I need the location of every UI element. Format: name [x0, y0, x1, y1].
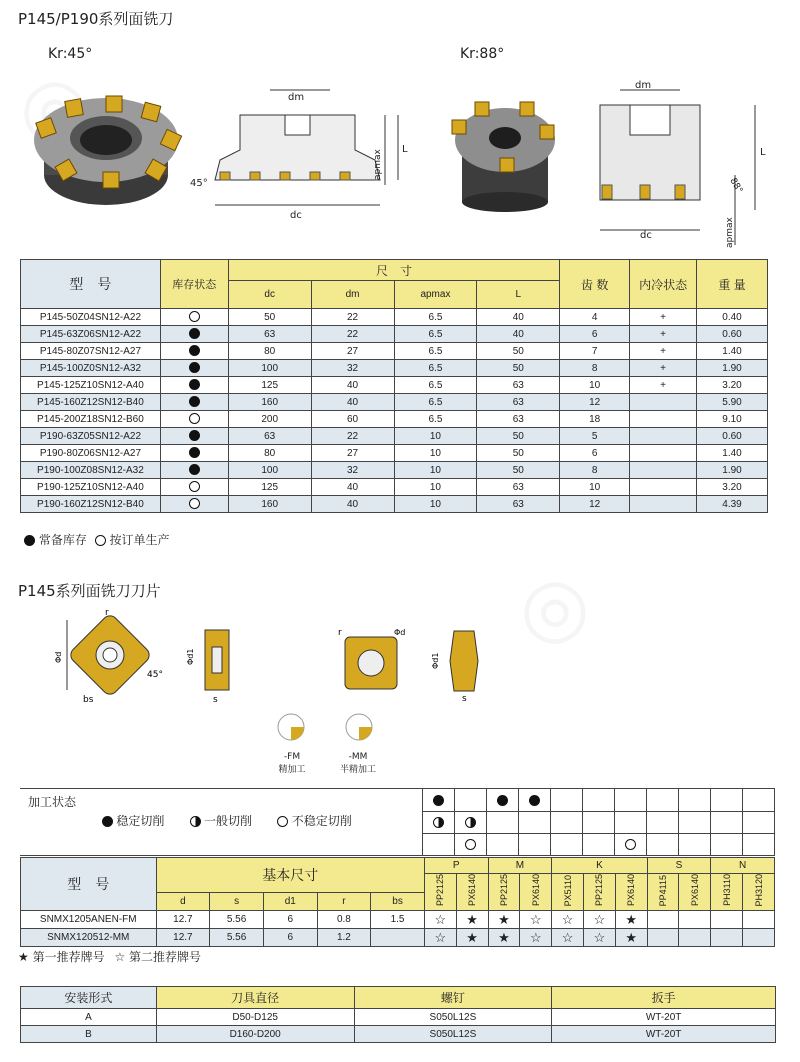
- empty-grade-cell: [711, 910, 743, 928]
- first-rec-icon: ★: [456, 928, 488, 946]
- cutter-row: [21, 326, 768, 343]
- second-rec-icon: ☆: [520, 928, 552, 946]
- dim-angle45: 45°: [190, 178, 208, 189]
- cell-dc: 50: [228, 309, 311, 326]
- empty-grade-cell: [679, 910, 711, 928]
- label-d-mm: Φd: [394, 628, 406, 637]
- cutter-88-image: [440, 80, 570, 215]
- header-dc: dc: [228, 281, 311, 309]
- stock-full-icon: [189, 464, 200, 475]
- cell-dc: 63: [228, 326, 311, 343]
- stock-full-icon: [189, 430, 200, 441]
- cell-dm: 40: [311, 394, 394, 411]
- dim-dc: dc: [290, 210, 302, 221]
- cell-stock: [160, 479, 228, 496]
- grade-label: PP2125: [498, 874, 509, 907]
- header-cooling: 内冷状态: [630, 260, 697, 309]
- second-rec-icon: ☆: [552, 910, 584, 928]
- dim-angle88: 88°: [727, 176, 745, 196]
- cell-d: 12.7: [156, 910, 210, 928]
- cell-apmax: 10: [394, 496, 477, 513]
- dim-dc-88: dc: [640, 230, 652, 241]
- grade-header: [520, 874, 552, 911]
- cell-weight: 3.20: [697, 377, 768, 394]
- cell-dia: D160-D200: [156, 1026, 354, 1043]
- mm-name: 半精加工: [339, 765, 376, 775]
- cell-type: B: [21, 1026, 157, 1043]
- second-rec-icon: ☆: [552, 928, 584, 946]
- cell-dc: 80: [228, 445, 311, 462]
- second-rec-icon: ☆: [114, 950, 126, 964]
- general-icon: [190, 816, 201, 827]
- cell-L: 40: [477, 309, 560, 326]
- insert-spec-table: [20, 857, 775, 947]
- first-rec-icon: ★: [456, 910, 488, 928]
- cell-cooling: +: [630, 377, 697, 394]
- cell-L: 40: [477, 326, 560, 343]
- stock-legend: [24, 531, 170, 548]
- cell-apmax: 6.5: [394, 309, 477, 326]
- cell-r: 1.2: [317, 928, 371, 946]
- cell-L: 63: [477, 377, 560, 394]
- group-P: P: [424, 858, 488, 874]
- cutter-section-title: P145/P190系列面铣刀: [18, 10, 174, 28]
- first-rec-text: 第一推荐牌号: [32, 950, 105, 964]
- cell-dm: 22: [311, 326, 394, 343]
- cell-model: P190-160Z12SN12-B40: [21, 496, 161, 513]
- label-s-mm: s: [462, 694, 467, 704]
- stock-full-icon: [189, 345, 200, 356]
- cell-teeth: 4: [560, 309, 630, 326]
- grade-header: [743, 874, 775, 911]
- label-r: r: [105, 608, 109, 618]
- stock-full-icon: [189, 362, 200, 373]
- cell-apmax: 6.5: [394, 377, 477, 394]
- cell-model: P190-125Z10SN12-A40: [21, 479, 161, 496]
- label-r-mm: r: [338, 628, 342, 638]
- cond-mark: [497, 795, 508, 806]
- dim-L: L: [402, 144, 408, 155]
- label-s: s: [213, 695, 218, 705]
- cell-model: P145-160Z12SN12-B40: [21, 394, 161, 411]
- cell-dc: 100: [228, 462, 311, 479]
- unstable-text: 不稳定切削: [291, 814, 352, 828]
- header-weight: 重 量: [697, 260, 768, 309]
- grade-label: PX5110: [562, 874, 573, 906]
- mounting-table: [20, 986, 776, 1043]
- cell-weight: 3.20: [697, 479, 768, 496]
- first-rec-icon: ★: [18, 950, 29, 964]
- cell-screw: S050L12S: [354, 1026, 552, 1043]
- empty-grade-cell: [679, 928, 711, 946]
- cell-apmax: 10: [394, 479, 477, 496]
- cutter-row: [21, 479, 768, 496]
- cutter-row: [21, 462, 768, 479]
- cell-stock: [160, 309, 228, 326]
- empty-grade-cell: [743, 928, 775, 946]
- cell-model: P145-100Z0SN12-A32: [21, 360, 161, 377]
- col-d1: d1: [263, 893, 317, 910]
- label-bs: bs: [83, 695, 94, 705]
- cell-dm: 40: [311, 479, 394, 496]
- mm-code: -MM: [348, 752, 368, 762]
- grade-label: PP2125: [435, 874, 446, 907]
- cell-cooling: +: [630, 309, 697, 326]
- cutter-row: [21, 343, 768, 360]
- insert-mm-side-view: [430, 625, 500, 705]
- cell-dm: 32: [311, 360, 394, 377]
- cell-cooling: [630, 411, 697, 428]
- grade-header: [552, 874, 584, 911]
- cell-stock: [160, 360, 228, 377]
- grade-header: [711, 874, 743, 911]
- insert-row: [21, 928, 775, 946]
- header-teeth: 齿 数: [560, 260, 630, 309]
- group-M: M: [488, 858, 552, 874]
- cell-dm: 60: [311, 411, 394, 428]
- second-rec-icon: ☆: [424, 928, 456, 946]
- insert-header-basic: 基本尺寸: [156, 858, 424, 893]
- kr45-label: Kr:45°: [48, 46, 93, 62]
- cell-bs: [371, 928, 425, 946]
- cond-mark: [433, 817, 444, 828]
- second-rec-icon: ☆: [424, 910, 456, 928]
- cell-r: 0.8: [317, 910, 371, 928]
- kr88-label: Kr:88°: [460, 46, 505, 62]
- mount-header-wrench: 扳手: [552, 987, 776, 1009]
- label-d: Φd: [54, 651, 63, 663]
- dim-apmax-88: apmax: [725, 217, 735, 248]
- cell-L: 63: [477, 479, 560, 496]
- grade-label: PH3120: [753, 874, 764, 907]
- grade-label: PX6140: [467, 874, 478, 907]
- stock-full-icon: [189, 396, 200, 407]
- cell-cooling: +: [630, 360, 697, 377]
- cond-mark: [433, 795, 444, 806]
- cond-mark: [465, 817, 476, 828]
- cell-teeth: 18: [560, 411, 630, 428]
- cell-dc: 160: [228, 496, 311, 513]
- cell-L: 50: [477, 428, 560, 445]
- stock-open-icon: [189, 413, 200, 424]
- col-d: d: [156, 893, 210, 910]
- mm-chip-icon: [344, 712, 374, 742]
- header-dm: dm: [311, 281, 394, 309]
- mount-header-screw: 螺钉: [354, 987, 552, 1009]
- cell-d1: 6: [263, 928, 317, 946]
- cell-L: 63: [477, 411, 560, 428]
- cell-weight: 1.90: [697, 360, 768, 377]
- cell-stock: [160, 496, 228, 513]
- cell-teeth: 12: [560, 394, 630, 411]
- second-rec-icon: ☆: [584, 928, 616, 946]
- cell-stock: [160, 445, 228, 462]
- cell-teeth: 10: [560, 377, 630, 394]
- insert-mm-top-view: [330, 625, 410, 705]
- cell-model: SNMX120512-MM: [21, 928, 157, 946]
- condition-legend: [20, 789, 423, 856]
- cell-type: A: [21, 1009, 157, 1026]
- cell-stock: [160, 411, 228, 428]
- cell-s: 5.56: [210, 910, 264, 928]
- mount-row: [21, 1009, 776, 1026]
- col-r: r: [317, 893, 371, 910]
- cutter-row: [21, 445, 768, 462]
- cell-dm: 40: [311, 377, 394, 394]
- col-s: s: [210, 893, 264, 910]
- stock-open-icon: [189, 481, 200, 492]
- grade-header: [424, 874, 456, 911]
- cell-L: 50: [477, 360, 560, 377]
- cell-cooling: [630, 428, 697, 445]
- stable-text: 稳定切削: [116, 814, 165, 828]
- cell-apmax: 10: [394, 428, 477, 445]
- cell-apmax: 6.5: [394, 394, 477, 411]
- cell-weight: 9.10: [697, 411, 768, 428]
- stock-full-icon: [189, 447, 200, 458]
- first-rec-icon: ★: [615, 928, 647, 946]
- group-N: N: [711, 858, 775, 874]
- cell-teeth: 12: [560, 496, 630, 513]
- cell-model: P190-63Z05SN12-A22: [21, 428, 161, 445]
- header-apmax: apmax: [394, 281, 477, 309]
- legend-open-text: 按订单生产: [109, 533, 170, 547]
- cell-dc: 200: [228, 411, 311, 428]
- fm-label: [278, 752, 306, 775]
- cell-weight: 1.40: [697, 343, 768, 360]
- second-rec-text: 第二推荐牌号: [129, 950, 202, 964]
- cell-apmax: 6.5: [394, 343, 477, 360]
- cell-L: 63: [477, 394, 560, 411]
- insert-section-title: P145系列面铣刀刀片: [18, 582, 161, 600]
- cell-L: 50: [477, 445, 560, 462]
- mount-header-type: 安装形式: [21, 987, 157, 1009]
- grade-label: PP2125: [594, 874, 605, 907]
- group-K: K: [552, 858, 647, 874]
- cell-apmax: 10: [394, 462, 477, 479]
- grade-legend: [18, 948, 201, 965]
- dim-apmax: apmax: [373, 149, 383, 180]
- legend-full-text: 常备库存: [38, 533, 87, 547]
- second-rec-icon: ☆: [584, 910, 616, 928]
- mm-label: [338, 752, 378, 775]
- cell-L: 50: [477, 343, 560, 360]
- grade-label: PX6140: [530, 874, 541, 907]
- cell-stock: [160, 326, 228, 343]
- cell-dm: 27: [311, 343, 394, 360]
- cell-stock: [160, 343, 228, 360]
- stock-open-icon: [189, 311, 200, 322]
- group-S: S: [647, 858, 711, 874]
- unstable-icon: [277, 816, 288, 827]
- first-rec-icon: ★: [488, 928, 520, 946]
- cell-cooling: +: [630, 326, 697, 343]
- cell-wrench: WT-20T: [552, 1026, 776, 1043]
- fm-chip-icon: [276, 712, 306, 742]
- cell-apmax: 6.5: [394, 360, 477, 377]
- condition-title: 加工状态: [28, 795, 77, 809]
- cell-dc: 80: [228, 343, 311, 360]
- header-size: 尺 寸: [228, 260, 560, 281]
- insert-side-view: [185, 625, 245, 705]
- label-d1: Φd1: [186, 648, 195, 665]
- cell-L: 50: [477, 462, 560, 479]
- cell-model: P145-200Z18SN12-B60: [21, 411, 161, 428]
- cell-weight: 0.60: [697, 326, 768, 343]
- grade-header: [679, 874, 711, 911]
- machining-condition-table: [20, 788, 775, 856]
- cell-apmax: 10: [394, 445, 477, 462]
- cell-bs: 1.5: [371, 910, 425, 928]
- cell-s: 5.56: [210, 928, 264, 946]
- cutter-45-drawing: [180, 80, 420, 220]
- cell-dc: 63: [228, 428, 311, 445]
- cell-dm: 22: [311, 428, 394, 445]
- insert-header-model: 型 号: [21, 858, 157, 911]
- cell-model: P145-80Z07SN12-A27: [21, 343, 161, 360]
- cell-cooling: [630, 496, 697, 513]
- cell-teeth: 8: [560, 462, 630, 479]
- cell-stock: [160, 377, 228, 394]
- cell-cooling: [630, 479, 697, 496]
- header-L: L: [477, 281, 560, 309]
- cell-wrench: WT-20T: [552, 1009, 776, 1026]
- cell-dm: 32: [311, 462, 394, 479]
- cell-weight: 0.40: [697, 309, 768, 326]
- cell-weight: 1.40: [697, 445, 768, 462]
- first-rec-icon: ★: [488, 910, 520, 928]
- cell-dc: 100: [228, 360, 311, 377]
- cutter-row: [21, 411, 768, 428]
- empty-grade-cell: [647, 928, 679, 946]
- empty-grade-cell: [743, 910, 775, 928]
- dim-dm-88: dm: [635, 80, 652, 91]
- cell-weight: 0.60: [697, 428, 768, 445]
- grade-header: [584, 874, 616, 911]
- label-d1-mm: Φd1: [431, 652, 440, 669]
- header-stock: 库存状态: [160, 260, 228, 309]
- stock-full-icon: [24, 535, 35, 546]
- cell-teeth: 6: [560, 326, 630, 343]
- grade-label: PX6140: [626, 874, 637, 907]
- cell-dia: D50-D125: [156, 1009, 354, 1026]
- cond-mark: [529, 795, 540, 806]
- cell-d1: 6: [263, 910, 317, 928]
- col-bs: bs: [371, 893, 425, 910]
- cell-cooling: [630, 394, 697, 411]
- cell-L: 63: [477, 496, 560, 513]
- cell-dm: 27: [311, 445, 394, 462]
- cutter-45-image: [18, 80, 193, 215]
- fm-code: -FM: [283, 752, 301, 762]
- cell-weight: 1.90: [697, 462, 768, 479]
- cell-model: P145-50Z04SN12-A22: [21, 309, 161, 326]
- insert-row: [21, 910, 775, 928]
- grade-header: [615, 874, 647, 911]
- stable-icon: [102, 816, 113, 827]
- cell-cooling: +: [630, 343, 697, 360]
- header-model: 型 号: [21, 260, 161, 309]
- cell-stock: [160, 428, 228, 445]
- cell-cooling: [630, 462, 697, 479]
- cell-model: SNMX1205ANEN-FM: [21, 910, 157, 928]
- cell-teeth: 10: [560, 479, 630, 496]
- empty-grade-cell: [711, 928, 743, 946]
- cell-teeth: 8: [560, 360, 630, 377]
- empty-grade-cell: [647, 910, 679, 928]
- cell-stock: [160, 394, 228, 411]
- fm-name: 精加工: [278, 765, 306, 775]
- cutter-row: [21, 360, 768, 377]
- cell-apmax: 6.5: [394, 411, 477, 428]
- label-45: 45°: [147, 670, 163, 680]
- cell-model: P190-100Z08SN12-A32: [21, 462, 161, 479]
- insert-top-view: [55, 605, 175, 705]
- grade-header: [647, 874, 679, 911]
- stock-full-icon: [189, 328, 200, 339]
- cutter-row: [21, 496, 768, 513]
- cell-model: P145-63Z06SN12-A22: [21, 326, 161, 343]
- grade-label: PH3110: [721, 874, 732, 907]
- mount-row: [21, 1026, 776, 1043]
- cell-teeth: 7: [560, 343, 630, 360]
- cell-d: 12.7: [156, 928, 210, 946]
- first-rec-icon: ★: [615, 910, 647, 928]
- cell-screw: S050L12S: [354, 1009, 552, 1026]
- stock-full-icon: [189, 379, 200, 390]
- grade-header: [456, 874, 488, 911]
- cell-teeth: 5: [560, 428, 630, 445]
- grade-label: PX6140: [689, 874, 700, 907]
- grade-label: PP4115: [658, 874, 669, 906]
- mount-header-dia: 刀具直径: [156, 987, 354, 1009]
- cell-dm: 40: [311, 496, 394, 513]
- cell-stock: [160, 462, 228, 479]
- cutter-row: [21, 394, 768, 411]
- grade-header: [488, 874, 520, 911]
- general-text: 一般切削: [204, 814, 253, 828]
- cell-model: P190-80Z06SN12-A27: [21, 445, 161, 462]
- watermark: [520, 560, 590, 653]
- cond-mark: [625, 839, 636, 850]
- second-rec-icon: ☆: [520, 910, 552, 928]
- cutter-row: [21, 377, 768, 394]
- cutter-spec-table: [20, 259, 768, 513]
- cell-apmax: 6.5: [394, 326, 477, 343]
- cell-dm: 22: [311, 309, 394, 326]
- stock-open-icon: [189, 498, 200, 509]
- cutter-row: [21, 309, 768, 326]
- cell-cooling: [630, 445, 697, 462]
- cell-weight: 4.39: [697, 496, 768, 513]
- cell-teeth: 6: [560, 445, 630, 462]
- cond-mark: [465, 839, 476, 850]
- cell-model: P145-125Z10SN12-A40: [21, 377, 161, 394]
- cell-weight: 5.90: [697, 394, 768, 411]
- cutter-88-drawing: [580, 80, 790, 248]
- cutter-row: [21, 428, 768, 445]
- dim-L-88: L: [760, 147, 766, 158]
- cell-dc: 125: [228, 377, 311, 394]
- cell-dc: 125: [228, 479, 311, 496]
- dim-dm: dm: [288, 92, 305, 103]
- cell-dc: 160: [228, 394, 311, 411]
- stock-open-icon: [95, 535, 106, 546]
